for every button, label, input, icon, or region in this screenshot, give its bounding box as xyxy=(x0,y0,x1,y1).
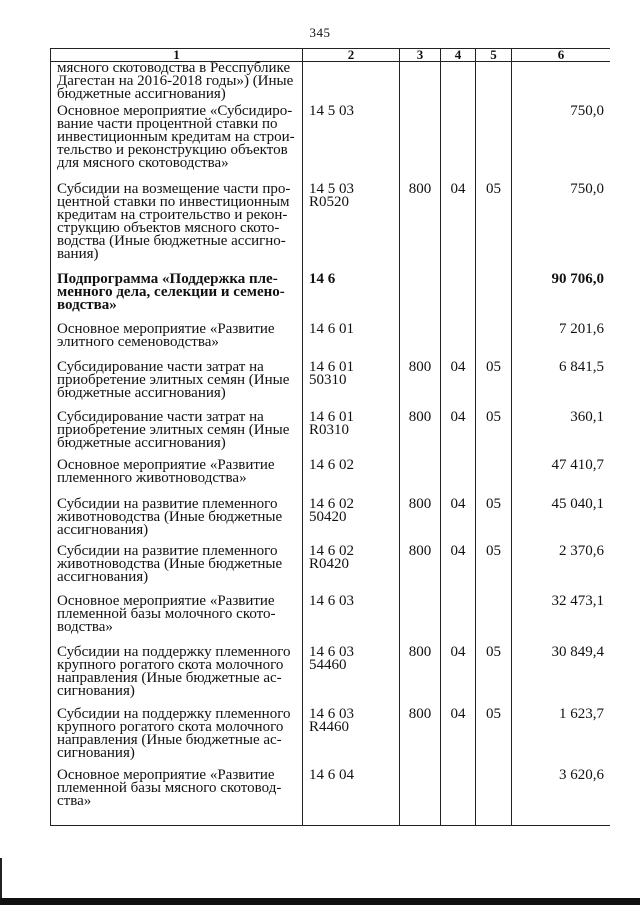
row-amount: 7 201,6 xyxy=(512,323,611,361)
table-row xyxy=(51,708,611,769)
row-section xyxy=(441,595,476,646)
row-section: 04 xyxy=(441,545,476,595)
scan-edge-bottom xyxy=(0,898,640,905)
row-group: 800 xyxy=(400,646,441,708)
row-group xyxy=(400,769,441,826)
row-section xyxy=(441,62,476,105)
row-group: 800 xyxy=(400,545,441,595)
table-row xyxy=(51,323,611,361)
row-subsection xyxy=(476,595,512,646)
row-group xyxy=(400,105,441,183)
row-amount: 6 841,5 xyxy=(512,361,611,411)
row-section: 04 xyxy=(441,498,476,545)
row-name: Субсидирование части затрат на приобретение элитных семян (Иные бюджетные ассигнования) xyxy=(51,411,303,459)
column-header-5: 5 xyxy=(476,49,512,62)
table-row xyxy=(51,183,611,273)
row-subsection: 05 xyxy=(476,411,512,459)
budget-table-container xyxy=(50,48,610,826)
row-code: 14 5 03 R0520 xyxy=(303,183,400,273)
row-code: 14 6 01 R0310 xyxy=(303,411,400,459)
row-code: 14 6 03 xyxy=(303,595,400,646)
column-header-3: 3 xyxy=(400,49,441,62)
row-name: Субсидии на развитие племенного животноводства (Иные бюджетные ассигнования) xyxy=(51,498,303,545)
row-code: 14 5 03 xyxy=(303,105,400,183)
row-code: 14 6 02 R0420 xyxy=(303,545,400,595)
row-section xyxy=(441,769,476,826)
row-section: 04 xyxy=(441,183,476,273)
budget-table xyxy=(50,48,610,826)
table-row xyxy=(51,62,611,105)
row-amount: 360,1 xyxy=(512,411,611,459)
table-row xyxy=(51,411,611,459)
row-amount: 1 623,7 xyxy=(512,708,611,769)
row-amount: 90 706,0 xyxy=(512,273,611,323)
table-row xyxy=(51,769,611,826)
row-subsection xyxy=(476,459,512,498)
row-name: Основное мероприятие «Развитие племенной базы молочного ското-водства» xyxy=(51,595,303,646)
row-subsection xyxy=(476,62,512,105)
table-row xyxy=(51,646,611,708)
row-group: 800 xyxy=(400,183,441,273)
row-section xyxy=(441,105,476,183)
row-code: 14 6 03 54460 xyxy=(303,646,400,708)
row-amount: 3 620,6 xyxy=(512,769,611,826)
row-section: 04 xyxy=(441,708,476,769)
table-row xyxy=(51,595,611,646)
row-code: 14 6 xyxy=(303,273,400,323)
row-name: Субсидии на поддержку племенного крупного рогатого скота молочного направления (Иные бюджетные ас-сигнования) xyxy=(51,708,303,769)
row-amount: 32 473,1 xyxy=(512,595,611,646)
scan-edge-left xyxy=(0,858,2,898)
row-code: 14 6 01 50310 xyxy=(303,361,400,411)
row-subsection: 05 xyxy=(476,708,512,769)
row-section xyxy=(441,459,476,498)
row-subsection xyxy=(476,105,512,183)
row-code: 14 6 01 xyxy=(303,323,400,361)
row-code: 14 6 04 xyxy=(303,769,400,826)
row-subsection: 05 xyxy=(476,183,512,273)
row-group xyxy=(400,62,441,105)
row-section: 04 xyxy=(441,361,476,411)
row-amount: 45 040,1 xyxy=(512,498,611,545)
row-group xyxy=(400,459,441,498)
column-header-4: 4 xyxy=(441,49,476,62)
row-code: 14 6 03 R4460 xyxy=(303,708,400,769)
row-group xyxy=(400,323,441,361)
row-subsection: 05 xyxy=(476,646,512,708)
row-group: 800 xyxy=(400,708,441,769)
row-name: мясного скотоводства в Ресспублике Дагестан на 2016-2018 годы») (Иные бюджетные ассигнования) xyxy=(51,62,303,105)
column-header-6: 6 xyxy=(512,49,611,62)
row-amount: 750,0 xyxy=(512,105,611,183)
row-group: 800 xyxy=(400,498,441,545)
row-code: 14 6 02 xyxy=(303,459,400,498)
row-name: Основное мероприятие «Развитие племенной базы мясного скотовод-ства» xyxy=(51,769,303,826)
row-name: Субсидирование части затрат на приобретение элитных семян (Иные бюджетные ассигнования) xyxy=(51,361,303,411)
row-subsection xyxy=(476,323,512,361)
row-section: 04 xyxy=(441,411,476,459)
page-number: 345 xyxy=(309,25,331,40)
row-group xyxy=(400,273,441,323)
row-amount: 30 849,4 xyxy=(512,646,611,708)
row-name: Основное мероприятие «Развитие племенного животноводства» xyxy=(51,459,303,498)
row-amount: 47 410,7 xyxy=(512,459,611,498)
row-subsection: 05 xyxy=(476,361,512,411)
row-section xyxy=(441,273,476,323)
row-code: 14 6 02 50420 xyxy=(303,498,400,545)
row-subsection: 05 xyxy=(476,498,512,545)
row-name: Субсидии на развитие племенного животноводства (Иные бюджетные ассигнования) xyxy=(51,545,303,595)
row-section xyxy=(441,323,476,361)
row-subsection xyxy=(476,769,512,826)
row-name: Основное мероприятие «Развитие элитного семеноводства» xyxy=(51,323,303,361)
row-name: Субсидии на возмещение части про-центной ставки по инвестиционным кредитам на строительство и рекон-струкцию объектов мясного ското-водства (Иные бюджетные ассигно-вания) xyxy=(51,183,303,273)
column-header-2: 2 xyxy=(303,49,400,62)
table-row xyxy=(51,105,611,183)
column-header-1: 1 xyxy=(51,49,303,62)
row-subsection xyxy=(476,273,512,323)
row-code xyxy=(303,62,400,105)
row-amount: 750,0 xyxy=(512,183,611,273)
row-amount: 2 370,6 xyxy=(512,545,611,595)
row-subsection: 05 xyxy=(476,545,512,595)
row-amount xyxy=(512,62,611,105)
row-section: 04 xyxy=(441,646,476,708)
row-group: 800 xyxy=(400,361,441,411)
table-row xyxy=(51,545,611,595)
table-row xyxy=(51,459,611,498)
table-body xyxy=(51,62,611,826)
table-row xyxy=(51,498,611,545)
row-name: Подпрограмма «Поддержка пле-менного дела, селекции и семено-водства» xyxy=(51,273,303,323)
row-group xyxy=(400,595,441,646)
row-name: Субсидии на поддержку племенного крупного рогатого скота молочного направления (Иные бюджетные ас-сигнования) xyxy=(51,646,303,708)
row-group: 800 xyxy=(400,411,441,459)
table-row xyxy=(51,361,611,411)
row-name: Основное мероприятие «Субсидиро-вание части процентной ставки по инвестиционным кредитам на строи-тельство и реконструкцию объектов для мясного скотоводства» xyxy=(51,105,303,183)
table-row-subprogram xyxy=(51,273,611,323)
